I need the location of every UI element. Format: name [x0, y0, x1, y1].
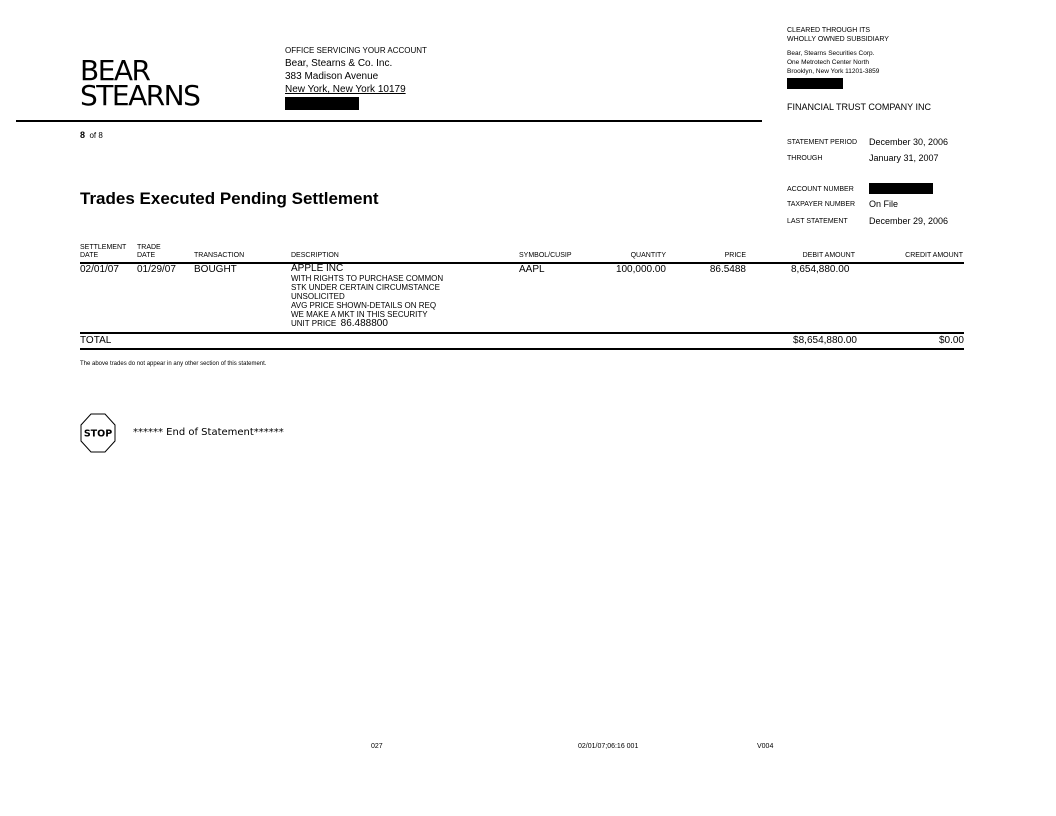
footer-middle: 02/01/07;06:16 001	[578, 743, 639, 750]
th-transaction: TRANSACTION	[194, 252, 245, 259]
cleared-line-1: CLEARED THROUGH ITS	[787, 27, 871, 34]
th-symbol: SYMBOL/CUSIP	[519, 252, 572, 259]
clearing-street: One Metrotech Center North	[787, 59, 870, 66]
end-of-statement: ****** End of Statement******	[133, 427, 284, 438]
page-current: 8	[80, 130, 86, 140]
th-quantity: QUANTITY	[630, 252, 666, 259]
stop-sign-icon	[80, 413, 116, 453]
row-quantity: 100,000.00	[615, 264, 666, 275]
redaction-bar	[285, 97, 359, 110]
footer-left: 027	[371, 743, 383, 750]
office-street: 383 Madison Avenue	[285, 71, 379, 82]
unit-price: UNIT PRICE 86.488800	[291, 318, 388, 329]
th-credit: CREDIT AMOUNT	[905, 252, 963, 259]
office-header: OFFICE SERVICING YOUR ACCOUNT	[285, 46, 427, 55]
row-settlement-date: 02/01/07	[80, 264, 119, 275]
row-debit: 8,654,880.00	[791, 264, 850, 275]
clearing-city: Brooklyn, New York 11201-3859	[787, 68, 880, 75]
total-debit: $8,654,880.00	[793, 335, 857, 346]
section-title: Trades Executed Pending Settlement	[80, 189, 379, 208]
page-number	[80, 130, 103, 140]
clearing-block	[787, 26, 889, 92]
last-statement-label: LAST STATEMENT	[787, 218, 848, 225]
total-label: TOTAL	[80, 335, 112, 346]
th-debit: DEBIT AMOUNT	[802, 252, 855, 259]
total-rule-top	[80, 332, 964, 334]
row-price: 86.5488	[709, 264, 746, 275]
logo-line-2: STEARNS	[80, 79, 200, 112]
through-value: January 31, 2007	[869, 153, 939, 163]
total-rule-bottom	[80, 348, 964, 350]
th-settlement-date: SETTLEMENT DATE	[80, 244, 127, 259]
office-address-block	[285, 44, 427, 114]
period-value: December 30, 2006	[869, 137, 949, 147]
office-city: New York, New York 10179	[285, 84, 406, 95]
clearing-corp: Bear, Stearns Securities Corp.	[787, 50, 875, 57]
th-description: DESCRIPTION	[291, 252, 339, 259]
statement-note: The above trades do not appear in any other section of this statement.	[80, 361, 267, 367]
th-trade-date: TRADE DATE	[137, 244, 161, 259]
cleared-line-2: WHOLLY OWNED SUBSIDIARY	[787, 36, 889, 43]
taxpayer-label: TAXPAYER NUMBER	[787, 201, 856, 208]
period-label: STATEMENT PERIOD	[787, 139, 858, 146]
page-of: of 8	[89, 131, 103, 140]
row-symbol: AAPL	[519, 264, 545, 275]
taxpayer-value: On File	[869, 199, 899, 209]
last-statement-value: December 29, 2006	[869, 216, 949, 226]
logo-line-1: BEAR	[80, 54, 150, 87]
row-trade-date: 01/29/07	[137, 264, 176, 275]
row-transaction: BOUGHT	[194, 264, 237, 275]
th-price: PRICE	[724, 252, 746, 259]
footer-right: V004	[757, 743, 774, 750]
row-description: APPLE INC WITH RIGHTS TO PURCHASE COMMON STK UNDER CERTAIN CIRCUMSTANCE UNSOLICITED AVG PRICE SHOWN-DETAILS ON REQ WE MAKE A MKT IN THIS SECURITY UNIT PRICE 86.488800	[291, 263, 444, 329]
account-holder: FINANCIAL TRUST COMPANY INC	[787, 102, 932, 112]
bear-stearns-logo	[80, 54, 200, 112]
redaction-bar	[787, 78, 843, 89]
office-name: Bear, Stearns & Co. Inc.	[285, 58, 393, 69]
through-label: THROUGH	[787, 155, 823, 162]
total-credit: $0.00	[938, 335, 964, 346]
account-label: ACCOUNT NUMBER	[787, 186, 854, 193]
header-divider	[16, 120, 762, 122]
account-number-redaction	[869, 183, 933, 194]
stop-text: STOP	[83, 428, 113, 440]
